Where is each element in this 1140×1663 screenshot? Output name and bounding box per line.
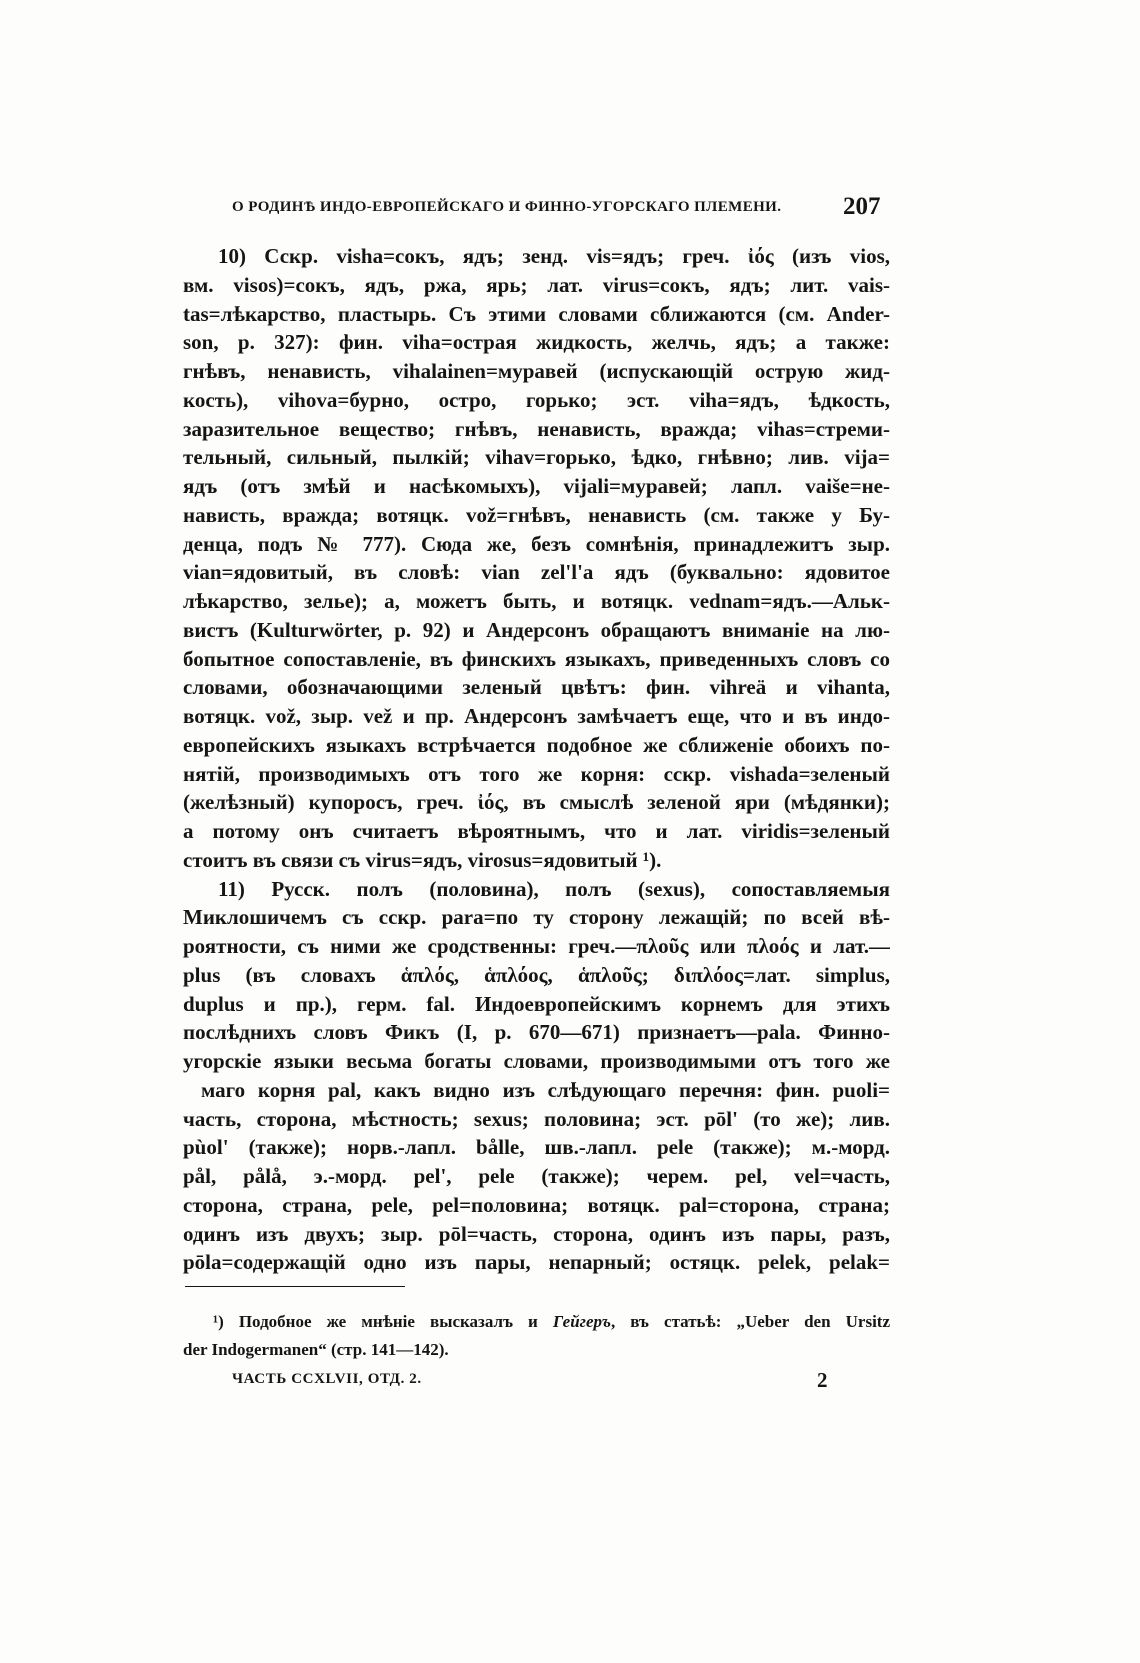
text-line: son, p. 327): фин. viha=острая жидкость, желчь, ядъ; а также: (183, 330, 890, 355)
text-line: сторона, страна, pele, pel=половина; вотяцк. pal=сторона, страна; (183, 1192, 890, 1217)
text-line: роятности, съ ними же сродственны: греч.—πλοῦς или πλοός и лат.— (183, 934, 890, 958)
text-line: duplus и пр.), герм. fal. Индоевропейскимъ корнемъ для этихъ (183, 991, 890, 1016)
body-text (183, 242, 890, 1277)
footnote-line (183, 1308, 890, 1336)
text-line: а потому онъ считаетъ вѣроятнымъ, что и лат. viridis=зеленый (183, 819, 890, 843)
text-line: словами, обозначающими зеленый цвѣтъ: фин. vihreä и vihanta, (183, 675, 890, 700)
footnote-divider (185, 1286, 405, 1287)
text-line: одинъ изъ двухъ; зыр. pōl=часть, сторона, одинъ изъ пары, разъ, (183, 1221, 890, 1246)
text-line: стоитъ въ связи съ virus=ядъ, virosus=ядовитый ¹). (183, 847, 662, 872)
text-line: plus (въ словахъ ἁπλός, ἁπλόος, ἁπλοῦς; διπλόος=лат. simplus, (183, 962, 890, 987)
text-line: нависть, вражда; вотяцк. vož=гнѣвъ, ненависть (см. также у Бу- (183, 502, 890, 527)
footnote-author: Гейгеръ (552, 1312, 611, 1331)
text-line: кость), vihova=бурно, остро, горько; эст. viha=ядъ, ѣдкость, (183, 387, 890, 412)
text-line: европейскихъ языкахъ встрѣчается подобное же сближеніе обоихъ по- (183, 732, 890, 757)
page-number: 207 (843, 193, 881, 220)
text-line: вотяцк. vož, зыр. vež и пр. Андерсонъ замѣчаетъ еще, что и въ индо- (183, 704, 890, 728)
text-line: 10) Сскр. visha=сокъ, ядъ; зенд. vis=ядъ; греч. ἰός (изъ vios, (218, 244, 890, 268)
text-line: послѣднихъ словъ Фикъ (I, p. 670—671) признаетъ—pala. Финно- (183, 1020, 890, 1045)
text-line: тельный, сильный, пылкій; vihav=горько, ѣдко, гнѣвно; лив. vija= (183, 445, 890, 470)
text-line: гнѣвъ, ненависть, vihalainen=муравей (испускающій острую жид- (183, 359, 890, 383)
text-line: вистъ (Kulturwörter, p. 92) и Андерсонъ обращаютъ вниманіе на лю- (183, 617, 890, 642)
paragraph-10 (183, 242, 890, 875)
text-line: Миклошичемъ съ сскр. para=по ту сторону лежащій; по всей вѣ- (183, 905, 890, 930)
text-line: маго корня pal, какъ видно изъ слѣдующаго перечня: фин. puoli= (201, 1077, 890, 1102)
text-line: ядъ (отъ змѣй и насѣкомыхъ), vijali=муравей; лапл. vaiše=не- (183, 474, 890, 498)
text-line: нятій, производимыхъ отъ того же корня: сскр. vishada=зеленый (183, 761, 890, 786)
text-line: заразительное вещество; гнѣвъ, ненависть, вражда; vihas=стреми- (183, 416, 890, 441)
text-line: вм. visos)=сокъ, ядъ, ржа, ярь; лат. virus=сокъ, ядъ; лит. vais- (183, 272, 890, 297)
sheet-number: 2 (817, 1368, 828, 1392)
text-line: денца, подъ № 777). Сюда же, безъ сомнѣнія, принадлежитъ зыр. (183, 531, 890, 556)
text-line: 11) Русск. полъ (половина), полъ (sexus), сопоставляемыя (218, 876, 890, 901)
footnote (183, 1308, 890, 1364)
text-line: (желѣзный) купоросъ, греч. ἰός, въ смыслѣ зеленой яри (мѣдянки); (183, 790, 890, 815)
paragraph-11 (183, 875, 890, 1278)
text-line: pål, pålå, э.-морд. pel', pele (также); черем. pel, vel=часть, (183, 1164, 890, 1188)
text-line: лѣкарство, зелье); а, можетъ быть, и вотяцк. vednam=ядъ.—Альк- (183, 589, 890, 613)
text-line: бопытное сопоставленіе, въ финскихъ языкахъ, приведенныхъ словъ со (183, 646, 890, 671)
signature-mark: ЧАСТЬ CCXLVII, ОТД. 2. (232, 1371, 422, 1387)
text-line: часть, сторона, мѣстность; sexus; половина; эст. pōl' (то же); лив. (183, 1106, 890, 1131)
footnote-text: ¹) Подобное же мнѣніе высказалъ и (213, 1312, 553, 1331)
text-line: pōla=содержащій одно изъ пары, непарный; остяцк. pelek, pelak= (183, 1250, 890, 1275)
text-line: vian=ядовитый, въ словѣ: vian zel'l'a ядъ (буквально: ядовитое (183, 560, 890, 585)
footnote-line: der Indogermanen“ (стр. 141—142). (183, 1340, 449, 1359)
text-line: угорскіе языки весьма богаты словами, производимыми отъ того же (183, 1049, 890, 1073)
running-head: О РОДИНѢ ИНДО-ЕВРОПЕЙСКАГО И ФИННО-УГОРСКАГО ПЛЕМЕНИ. (232, 199, 782, 215)
text-line: pùol' (также); норв.-лапл. bålle, шв.-лапл. pele (также); м.-морд. (183, 1135, 890, 1160)
footnote-text: , въ статьѣ: „Ueber den Ursitz (610, 1312, 890, 1331)
text-line: tas=лѣкарство, пластырь. Съ этими словами сближаются (см. Ander- (183, 301, 890, 326)
